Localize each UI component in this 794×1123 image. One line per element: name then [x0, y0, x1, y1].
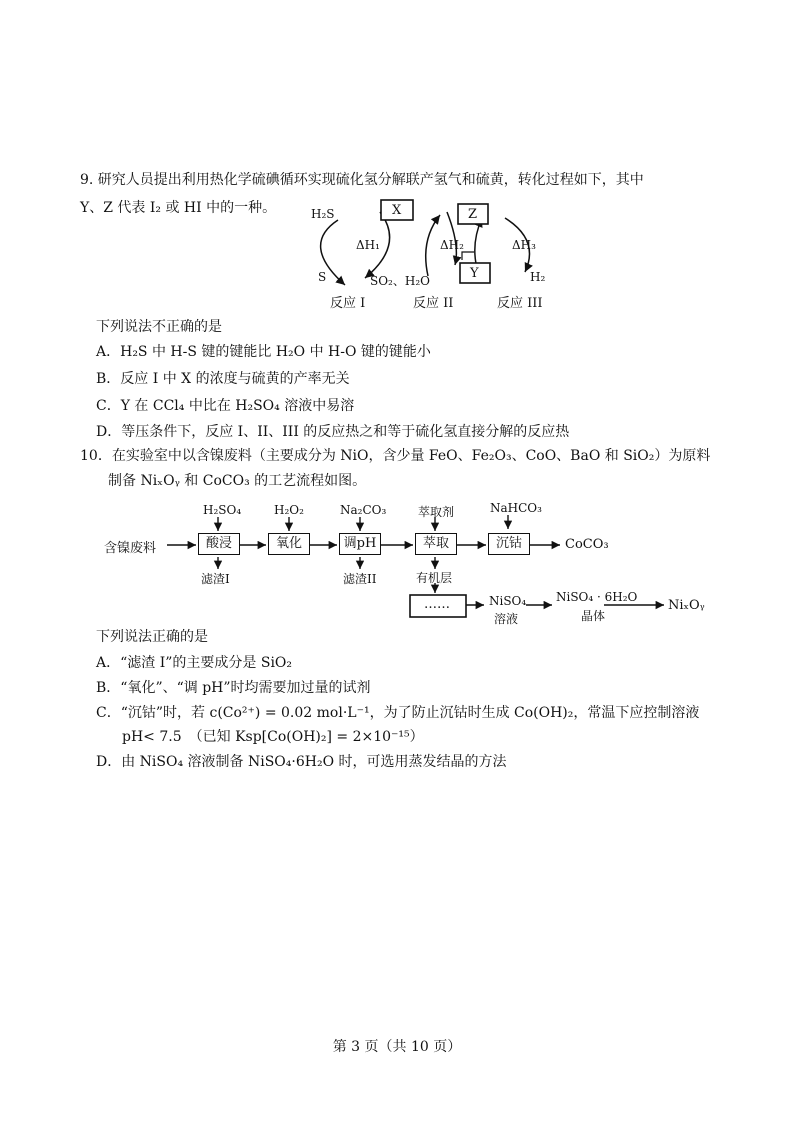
page-footer: 第 3 页（共 10 页） [332, 1039, 462, 1055]
q10-option-c-cont: pH< 7.5 （已知 Ksp[Co(OH)₂] = 2×10⁻¹⁵） [122, 729, 424, 745]
residue-1: 滤渣I [201, 572, 230, 586]
q10-option-c: C．“沉钴”时，若 c(Co²⁺) = 0.02 mol·L⁻¹，为了防止沉钴时生成 Co(OH)₂，常温下应控制溶液 [96, 705, 700, 721]
q9-stem-line2: Y、Z 代表 I₂ 或 HI 中的一种。 [80, 200, 277, 216]
step-acid-leach: 酸浸 [198, 533, 240, 555]
q9-reaction2-label: 反应 II [413, 296, 454, 311]
q9-dh2-label: ΔH₂ [440, 238, 464, 252]
step-extract: 萃取 [415, 533, 457, 555]
niso4-label: NiSO₄ [489, 594, 527, 608]
q9-h2s-label: H₂S [311, 207, 335, 221]
q10-option-b: B．“氧化”、“调 pH”时均需要加过量的试剂 [96, 680, 371, 696]
r2-left-arc [426, 215, 440, 276]
reagent-na2co3: Na₂CO₃ [340, 503, 387, 517]
q10-option-a: A．“滤渣 I”的主要成分是 SiO₂ [96, 655, 293, 671]
q9-option-b: B．反应 I 中 X 的浓度与硫黄的产率无关 [96, 371, 350, 387]
crystal-sub-label: 晶体 [581, 609, 606, 623]
step-precipitate-co: 沉钴 [488, 533, 530, 555]
dots-box-label: …… [424, 597, 450, 612]
q10-stem-line2: 制备 NiₓOᵧ 和 CoCO₃ 的工艺流程如图。 [108, 473, 367, 489]
step-oxidize: 氧化 [268, 533, 310, 555]
residue-2: 滤渣II [343, 572, 377, 586]
q10-start-label: 含镍废料 [104, 541, 157, 556]
q10-option-d: D．由 NiSO₄ 溶液制备 NiSO₄·6H₂O 时，可选用蒸发结晶的方法 [96, 754, 507, 770]
q9-reaction1-label: 反应 I [330, 296, 366, 311]
organic-layer: 有机层 [416, 571, 453, 585]
q10-prompt: 下列说法正确的是 [96, 629, 208, 645]
q9-y-label: Y [470, 266, 479, 281]
step-adjust-ph: 调pH [339, 533, 381, 555]
q9-stem-line1: 9. 研究人员提出利用热化学硫碘循环实现硫化氢分解联产氢气和硫黄，转化过程如下，其中 [80, 172, 644, 188]
reagent-extractant: 萃取剂 [418, 505, 455, 519]
q9-so2-h2o-label: SO₂、H₂O [370, 274, 430, 288]
q10-flow-chart [0, 495, 794, 635]
reagent-h2so4: H₂SO₄ [203, 503, 242, 517]
product-coco3: CoCO₃ [565, 537, 609, 552]
q9-option-d: D．等压条件下，反应 I、II、III 的反应热之和等于硫化氢直接分解的反应热 [96, 424, 570, 440]
reagent-h2o2: H₂O₂ [274, 503, 304, 517]
q9-x-label: X [392, 203, 402, 218]
niso4-solution-label: 溶液 [494, 612, 519, 626]
q9-prompt: 下列说法不正确的是 [96, 319, 222, 335]
reagent-nahco3: NaHCO₃ [490, 501, 542, 515]
q9-option-c: C．Y 在 CCl₄ 中比在 H₂SO₄ 溶液中易溶 [96, 398, 355, 414]
q9-option-a: A．H₂S 中 H-S 键的键能比 H₂O 中 H-O 键的键能小 [96, 344, 431, 360]
q9-dh3-label: ΔH₃ [512, 238, 536, 252]
q9-dh1-label: ΔH₁ [356, 238, 380, 252]
q9-reaction3-label: 反应 III [497, 296, 543, 311]
q9-z-label: Z [468, 207, 478, 222]
crystal-label: NiSO₄ · 6H₂O [556, 590, 638, 604]
final-product-label: NiₓOᵧ [668, 598, 705, 613]
q10-stem-line1: 10．在实验室中以含镍废料（主要成分为 NiO，含少量 FeO、Fe₂O₃、CoO、BaO 和 SiO₂）为原料 [80, 448, 711, 464]
q9-h2-label: H₂ [530, 270, 546, 284]
q9-s-label: S [318, 270, 327, 284]
